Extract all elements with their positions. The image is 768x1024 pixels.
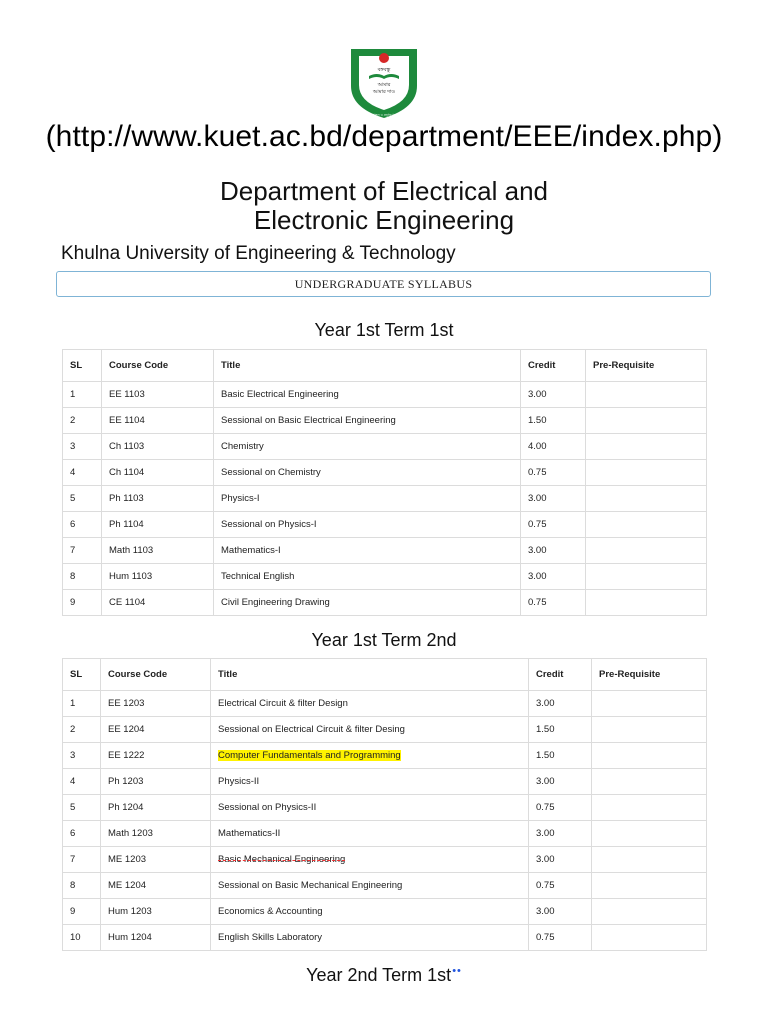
cell-text: 0.75 <box>536 802 555 813</box>
cell-title <box>211 847 529 873</box>
cell-course-code <box>102 486 214 512</box>
cell-text: EE 1204 <box>108 724 145 735</box>
cell-pre-requisite <box>586 538 707 564</box>
cell-title <box>214 486 521 512</box>
cell-text: 4 <box>70 467 76 478</box>
table-row <box>63 925 707 951</box>
cell-course-code <box>102 590 214 616</box>
cell-sl <box>63 717 101 743</box>
table-row <box>63 460 707 486</box>
cell-credit <box>529 873 592 899</box>
cell-title <box>211 691 529 717</box>
cell-text: 3.00 <box>536 906 555 917</box>
cell-title <box>211 899 529 925</box>
cell-credit <box>521 434 586 460</box>
cell-text: EE 1203 <box>108 698 145 709</box>
cell-text: Ph 1204 <box>108 802 144 813</box>
cell-course-code <box>102 564 214 590</box>
column-header-pre-requisite: Pre-Requisite <box>592 659 707 691</box>
cell-credit <box>529 821 592 847</box>
page-title-line2: Electronic Engineering <box>253 205 515 235</box>
cell-text: 4.00 <box>528 441 547 452</box>
cell-text: 0.75 <box>536 880 555 891</box>
cell-text: Ph 1103 <box>109 493 144 504</box>
cell-sl <box>63 795 101 821</box>
cell-credit <box>521 590 586 616</box>
cell-text: 3.00 <box>528 389 547 400</box>
term-heading-1: Year 1st Term 1st <box>314 320 454 340</box>
cell-text: 9 <box>70 597 76 608</box>
cell-text: Electrical Circuit & filter Design <box>218 698 348 709</box>
column-header-title: Title <box>214 350 521 382</box>
cell-course-code <box>102 434 214 460</box>
cell-text: Sessional on Basic Electrical Engineering <box>221 415 396 426</box>
cell-pre-requisite <box>586 486 707 512</box>
table-row <box>63 590 707 616</box>
cell-text: Technical English <box>221 571 295 582</box>
cell-credit <box>521 486 586 512</box>
cell-text: Hum 1103 <box>109 571 153 582</box>
cell-title <box>214 434 521 460</box>
cell-sl <box>63 590 102 616</box>
cell-course-code <box>101 925 211 951</box>
cell-text: 6 <box>70 828 76 839</box>
cell-text: 5 <box>70 802 76 813</box>
table-row <box>63 821 707 847</box>
cell-course-code <box>101 847 211 873</box>
column-header-course-code: Course Code <box>101 659 211 691</box>
cell-text: 7 <box>70 854 76 865</box>
cell-pre-requisite <box>592 795 707 821</box>
cell-text: 10 <box>70 932 81 943</box>
cell-text: Ch 1103 <box>109 441 145 452</box>
cell-sl <box>63 512 102 538</box>
cell-title <box>214 382 521 408</box>
cell-text: 3.00 <box>528 493 547 504</box>
cell-pre-requisite <box>586 408 707 434</box>
cell-text: 3 <box>70 750 76 761</box>
cell-text: 3.00 <box>528 571 547 582</box>
cell-credit <box>521 408 586 434</box>
cell-text: Math 1203 <box>108 828 153 839</box>
cell-pre-requisite <box>592 743 707 769</box>
cell-sl <box>63 486 102 512</box>
table-row <box>63 434 707 460</box>
cell-course-code <box>102 408 214 434</box>
cell-title <box>214 590 521 616</box>
column-header-pre-requisite: Pre-Requisite <box>586 350 707 382</box>
cell-title <box>214 460 521 486</box>
cell-text: 3.00 <box>536 828 555 839</box>
logo-text-line1: বঙ্গবন্ধু <box>377 67 391 73</box>
cell-text: Sessional on Physics-II <box>218 802 317 813</box>
cell-text: EE 1104 <box>109 415 145 426</box>
cell-course-code <box>101 691 211 717</box>
cell-text: ME 1203 <box>108 854 147 865</box>
column-header-title: Title <box>211 659 529 691</box>
kuet-logo-icon <box>347 46 421 120</box>
cell-text: Chemistry <box>221 441 264 452</box>
cell-text: Ph 1203 <box>108 776 144 787</box>
term-heading-3-label: Year 2nd Term 1st <box>306 965 452 985</box>
cell-sl <box>63 460 102 486</box>
cell-pre-requisite <box>592 925 707 951</box>
cell-course-code <box>101 769 211 795</box>
cell-text: 8 <box>70 571 76 582</box>
cell-sl <box>63 847 101 873</box>
table-row <box>63 769 707 795</box>
cell-sl <box>63 899 101 925</box>
cell-credit <box>529 769 592 795</box>
cell-text: 4 <box>70 776 76 787</box>
cell-text: Sessional on Basic Mechanical Engineering <box>218 880 403 891</box>
course-table-term-2 <box>62 658 707 951</box>
cell-course-code <box>101 873 211 899</box>
cell-sl <box>63 925 101 951</box>
table-row <box>63 564 707 590</box>
cell-text: 2 <box>70 415 76 426</box>
cell-text: Mathematics-II <box>218 828 281 839</box>
cell-text: CE 1104 <box>109 597 146 608</box>
cell-text: Ch 1104 <box>109 467 145 478</box>
cell-text: ME 1204 <box>108 880 147 891</box>
cell-course-code <box>101 743 211 769</box>
cell-course-code <box>101 821 211 847</box>
cell-text: 1.50 <box>536 724 555 735</box>
cell-text: EE 1103 <box>109 389 145 400</box>
cell-course-code <box>102 512 214 538</box>
cell-title <box>211 873 529 899</box>
cell-text: Sessional on Electrical Circuit & filter Desing <box>218 724 405 735</box>
cell-pre-requisite <box>586 460 707 486</box>
cell-text: 7 <box>70 545 76 556</box>
cell-credit <box>529 899 592 925</box>
cell-text: EE 1222 <box>108 750 145 761</box>
cell-sl <box>63 408 102 434</box>
logo-text-line3: আমার দাও <box>372 89 396 95</box>
cell-credit <box>529 847 592 873</box>
cell-title <box>211 795 529 821</box>
column-header-credit: Credit <box>521 350 586 382</box>
table-header-row <box>63 350 707 382</box>
table-header-row <box>63 659 707 691</box>
cell-text: 0.75 <box>528 519 547 530</box>
cell-pre-requisite <box>586 564 707 590</box>
page-title <box>0 177 768 235</box>
cell-text: Sessional on Physics-I <box>221 519 317 530</box>
cell-course-code <box>101 795 211 821</box>
cell-course-code <box>102 382 214 408</box>
cell-text: 1 <box>70 389 76 400</box>
university-name: Khulna University of Engineering & Technology <box>61 243 456 264</box>
cell-text: Computer Fundamentals and Programming <box>218 750 401 761</box>
cell-text: 3.00 <box>528 545 547 556</box>
cell-course-code <box>101 717 211 743</box>
column-header-course-code: Course Code <box>102 350 214 382</box>
cell-sl <box>63 691 101 717</box>
table-row <box>63 717 707 743</box>
table-row <box>63 795 707 821</box>
table-row <box>63 538 707 564</box>
cell-text: 3 <box>70 441 76 452</box>
annotation-dots-icon: •• <box>452 965 462 977</box>
cell-credit <box>521 460 586 486</box>
cell-sl <box>63 873 101 899</box>
table-row <box>63 743 707 769</box>
cell-credit <box>521 538 586 564</box>
cell-text: 1.50 <box>528 415 547 426</box>
table-row <box>63 899 707 925</box>
cell-title <box>211 717 529 743</box>
cell-credit <box>521 564 586 590</box>
cell-pre-requisite <box>592 717 707 743</box>
cell-text: Sessional on Chemistry <box>221 467 321 478</box>
cell-pre-requisite <box>586 512 707 538</box>
cell-sl <box>63 434 102 460</box>
term-heading-2: Year 1st Term 2nd <box>311 630 457 650</box>
table-row <box>63 512 707 538</box>
cell-text: 6 <box>70 519 76 530</box>
logo-ring-text: খুলনা প্রকৌশল ও প্রযুক্তি বিশ্ববিদ্যালয় <box>361 113 407 117</box>
cell-title <box>211 769 529 795</box>
cell-title <box>214 538 521 564</box>
column-header-credit: Credit <box>529 659 592 691</box>
cell-text: Economics & Accounting <box>218 906 323 917</box>
cell-text: Math 1103 <box>109 545 154 556</box>
table-body <box>63 382 707 616</box>
course-table-term-1 <box>62 349 707 616</box>
cell-text: 0.75 <box>536 932 555 943</box>
cell-text: English Skills Laboratory <box>218 932 323 943</box>
cell-text: 1.50 <box>536 750 555 761</box>
term-heading-3 <box>0 965 768 986</box>
table-row <box>63 691 707 717</box>
table-row <box>63 382 707 408</box>
cell-sl <box>63 821 101 847</box>
cell-text: Basic Mechanical Engineering <box>218 854 346 865</box>
cell-credit <box>529 717 592 743</box>
cell-credit <box>529 691 592 717</box>
cell-text: 3.00 <box>536 776 555 787</box>
table-row <box>63 873 707 899</box>
cell-title <box>214 512 521 538</box>
cell-credit <box>529 795 592 821</box>
cell-text: Basic Electrical Engineering <box>221 389 339 400</box>
cell-text: 8 <box>70 880 76 891</box>
cell-pre-requisite <box>592 899 707 925</box>
department-url[interactable]: (http://www.kuet.ac.bd/department/EEE/index.php) <box>45 120 723 153</box>
table-row <box>63 408 707 434</box>
cell-text: Civil Engineering Drawing <box>221 597 330 608</box>
cell-course-code <box>102 538 214 564</box>
logo-text-line2: আমার <box>377 82 391 88</box>
cell-pre-requisite <box>586 434 707 460</box>
cell-text: 5 <box>70 493 76 504</box>
cell-sl <box>63 564 102 590</box>
cell-title <box>214 564 521 590</box>
cell-title <box>211 925 529 951</box>
cell-credit <box>529 743 592 769</box>
cell-pre-requisite <box>592 873 707 899</box>
cell-text: Hum 1203 <box>108 906 152 917</box>
cell-text: 0.75 <box>528 467 547 478</box>
cell-text: Mathematics-I <box>221 545 281 556</box>
syllabus-banner: UNDERGRADUATE SYLLABUS <box>56 271 711 297</box>
cell-text: 3.00 <box>536 854 555 865</box>
cell-text: 3.00 <box>536 698 555 709</box>
table-row <box>63 847 707 873</box>
cell-sl <box>63 769 101 795</box>
cell-text: 0.75 <box>528 597 547 608</box>
cell-pre-requisite <box>592 769 707 795</box>
cell-text: 1 <box>70 698 76 709</box>
cell-pre-requisite <box>592 691 707 717</box>
cell-title <box>211 821 529 847</box>
column-header-sl: SL <box>63 659 101 691</box>
column-header-sl: SL <box>63 350 102 382</box>
table-body <box>63 691 707 951</box>
cell-pre-requisite <box>586 590 707 616</box>
cell-text: Physics-I <box>221 493 260 504</box>
cell-text: Ph 1104 <box>109 519 144 530</box>
cell-credit <box>521 512 586 538</box>
cell-text: Physics-II <box>218 776 260 787</box>
cell-text: 9 <box>70 906 76 917</box>
cell-sl <box>63 382 102 408</box>
cell-pre-requisite <box>592 821 707 847</box>
cell-credit <box>529 925 592 951</box>
cell-course-code <box>101 899 211 925</box>
table-row <box>63 486 707 512</box>
cell-credit <box>521 382 586 408</box>
cell-text: Hum 1204 <box>108 932 152 943</box>
cell-title <box>211 743 529 769</box>
cell-pre-requisite <box>586 382 707 408</box>
cell-title <box>214 408 521 434</box>
cell-course-code <box>102 460 214 486</box>
page-title-line1: Department of Electrical and <box>219 176 549 206</box>
cell-sl <box>63 538 102 564</box>
cell-pre-requisite <box>592 847 707 873</box>
cell-text: 2 <box>70 724 76 735</box>
cell-sl <box>63 743 101 769</box>
